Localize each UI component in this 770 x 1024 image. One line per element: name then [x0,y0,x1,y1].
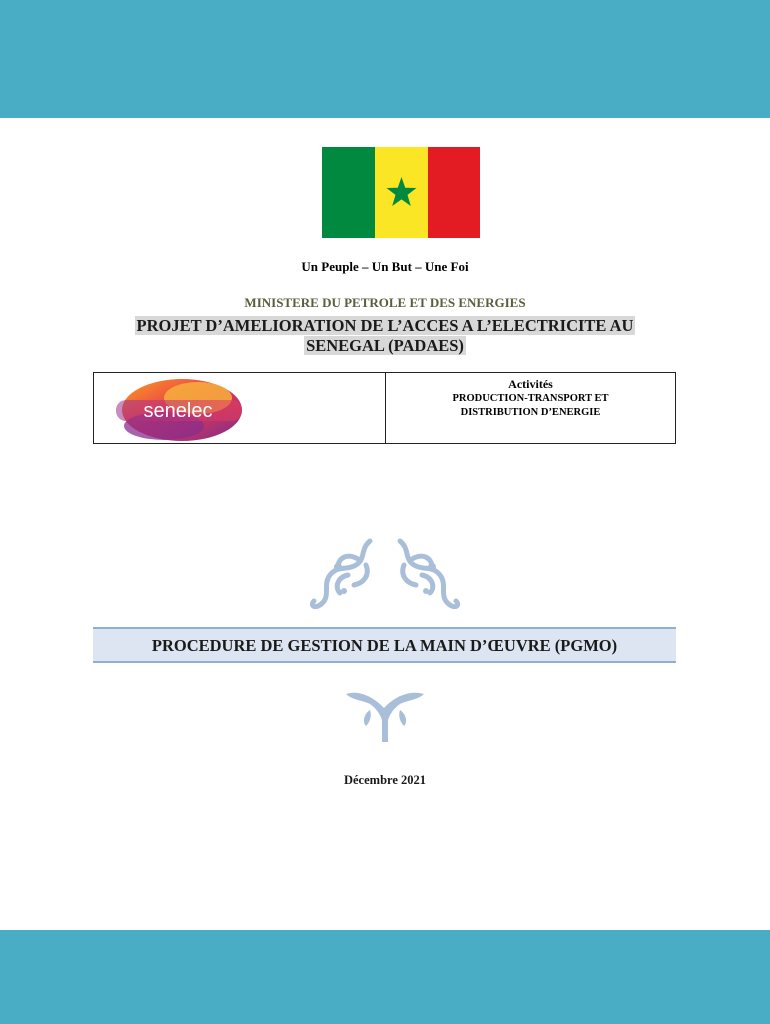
flag-yellow-stripe [375,147,428,238]
senelec-logo-text: senelec [143,400,213,422]
footer-band [0,930,770,1024]
activities-line-2: DISTRIBUTION D’ENERGIE [460,407,601,418]
project-title-line1: PROJET D’AMELIORATION DE L’ACCES A L’ELECTRICITE AU [136,316,634,335]
activities-title: Activités [508,377,553,391]
activities-cell [386,373,675,443]
procedure-title: PROCEDURE DE GESTION DE LA MAIN D’ŒUVRE (PGMO) [93,627,676,663]
floral-ornament-top [308,535,462,615]
floral-ornament-bottom [344,688,426,744]
senegal-flag [322,147,480,238]
header-band [0,0,770,118]
activities-line-1: PRODUCTION-TRANSPORT ET [452,393,609,404]
publication-date: Décembre 2021 [343,773,427,787]
star-icon [386,177,417,207]
flag-red-stripe [428,147,480,238]
project-title [0,316,770,356]
activities-table [93,372,676,444]
flag-green-stripe [322,147,375,238]
ministry-name: MINISTERE DU PETROLE ET DES ENERGIES [244,295,526,310]
national-motto: Un Peuple – Un But – Une Foi [301,259,469,274]
senelec-logo [112,376,252,446]
senelec-logo-cell [94,373,386,443]
project-title-line2: SENEGAL (PADAES) [306,336,464,355]
